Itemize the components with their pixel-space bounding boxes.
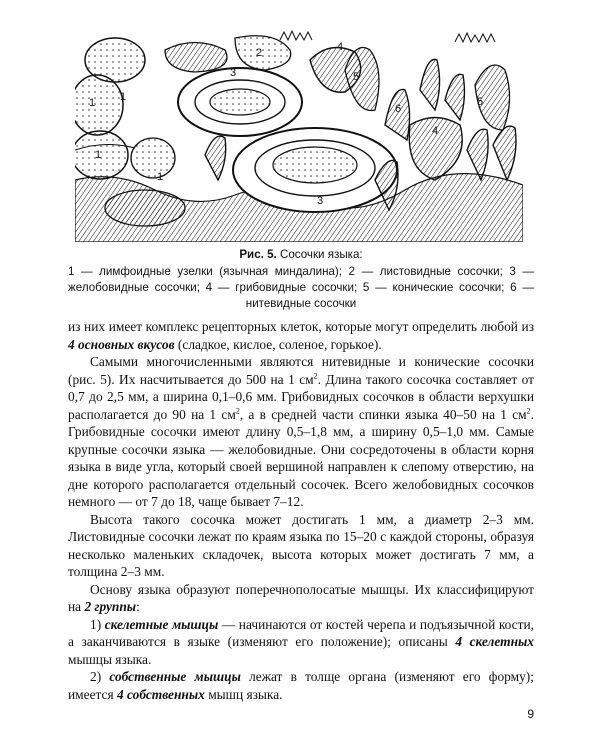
figure-label: 6	[395, 103, 402, 115]
paragraph	[68, 318, 534, 353]
figure-label: 5	[353, 71, 360, 83]
text-span: . Длина такого сосочка составляет от 0,7 до 2,5 мм, а ширина 0,1–0,6 мм. Грибовидных сосочков в области верхушки располагается до 90 на 1 см	[68, 371, 534, 422]
page-number: 9	[527, 707, 534, 721]
figure-label: 1	[120, 91, 127, 103]
figure-label: 2	[256, 47, 263, 59]
emphasis: собственные мышцы	[109, 669, 241, 684]
figure-label: 4	[432, 125, 439, 137]
tongue-papillae-figure	[75, 30, 523, 242]
superscript: 2	[313, 371, 318, 381]
figure-label: 1	[89, 97, 96, 109]
text-span: Основу языка образуют поперечнополосатые мышцы. Их классифицируют на	[68, 581, 534, 614]
figure-caption	[68, 247, 534, 312]
figure-label: 1	[157, 171, 164, 183]
emphasis: 4 основных вкусов	[68, 336, 175, 352]
caption-title-rest: Сосочки языка:	[276, 248, 363, 261]
text-span: из них имеет комплекс рецепторных клеток, которые могут определить любой из	[68, 319, 534, 334]
caption-title	[68, 247, 534, 263]
paragraph	[68, 616, 534, 669]
paragraph: Высота такого сосочка может достигать 1 мм, а диаметр 2–3 мм. Листовидные сосочки лежат по краям языка по 15–20 с каждой стороны, образуя несколько маленьких складочек, высота которых может достигать 7 мм, а толщина 2–3 мм.	[68, 511, 534, 579]
emphasis: 4 скелетных	[455, 634, 534, 649]
superscript: 2	[526, 406, 531, 416]
caption-title-bold: Рис. 5.	[239, 248, 277, 261]
text-span: (сладкое, кислое, соленое, горькое).	[174, 336, 382, 352]
emphasis: 4 собственных	[117, 686, 205, 702]
superscript: 2	[235, 406, 240, 416]
text-span: мышцы языка.	[68, 651, 152, 667]
text-span: мышц языка.	[204, 686, 283, 702]
figure-label: 1	[95, 149, 102, 161]
text-span: :	[136, 599, 140, 614]
caption-body: 1 — лимфоидные узелки (язычная миндалина); 2 — листовидные сосочки; 3 — желобовидные сосочки; 4 — грибовидные сосочки; 5 — конические сосочки; 6 — нитевидные сосочки	[68, 265, 534, 310]
figure-label: 4	[337, 41, 344, 53]
paragraph	[68, 581, 534, 616]
paragraph	[68, 353, 534, 511]
text-span: , а в средней части спинки языка 40–50 на 1 см	[239, 406, 527, 422]
tongue-papillae-illustration	[75, 30, 523, 242]
body-text	[68, 318, 534, 703]
paragraph	[68, 668, 534, 703]
figure-label: 3	[317, 195, 324, 207]
emphasis: скелетные мышцы	[104, 616, 219, 632]
text-span: 1)	[90, 616, 105, 632]
text-span: — начинаются от костей черепа и подъязычной кости, а заканчиваются в языке (изменяют его положение); описаны	[68, 616, 534, 649]
text-span: 2)	[90, 669, 110, 684]
emphasis: 2 группы	[84, 599, 137, 614]
text-span: лежат в толще органа (изменяют его форму); имеется	[68, 669, 534, 702]
figure-label: 3	[230, 67, 237, 79]
text-span: . Грибовидные сосочки имеют длину 0,5–1,8 мм, а ширину 0,5–1,0 мм. Самые крупные сосочки языка — желобовидные. Они сосредоточены в области корня языка в виде угла, который своей вершиной направлен к слепому отверстию, на дне которого располагается отдельный сосочек. Всего желобовидных сосочков немного — от 7 до 18, чаще бывает 7–12.	[68, 406, 535, 509]
text-span: Самыми многочисленными являются нитевидные и конические сосочки (рис. 5). Их насчитывается до 500 на 1 см	[68, 354, 534, 387]
figure-label: 5	[477, 96, 484, 108]
